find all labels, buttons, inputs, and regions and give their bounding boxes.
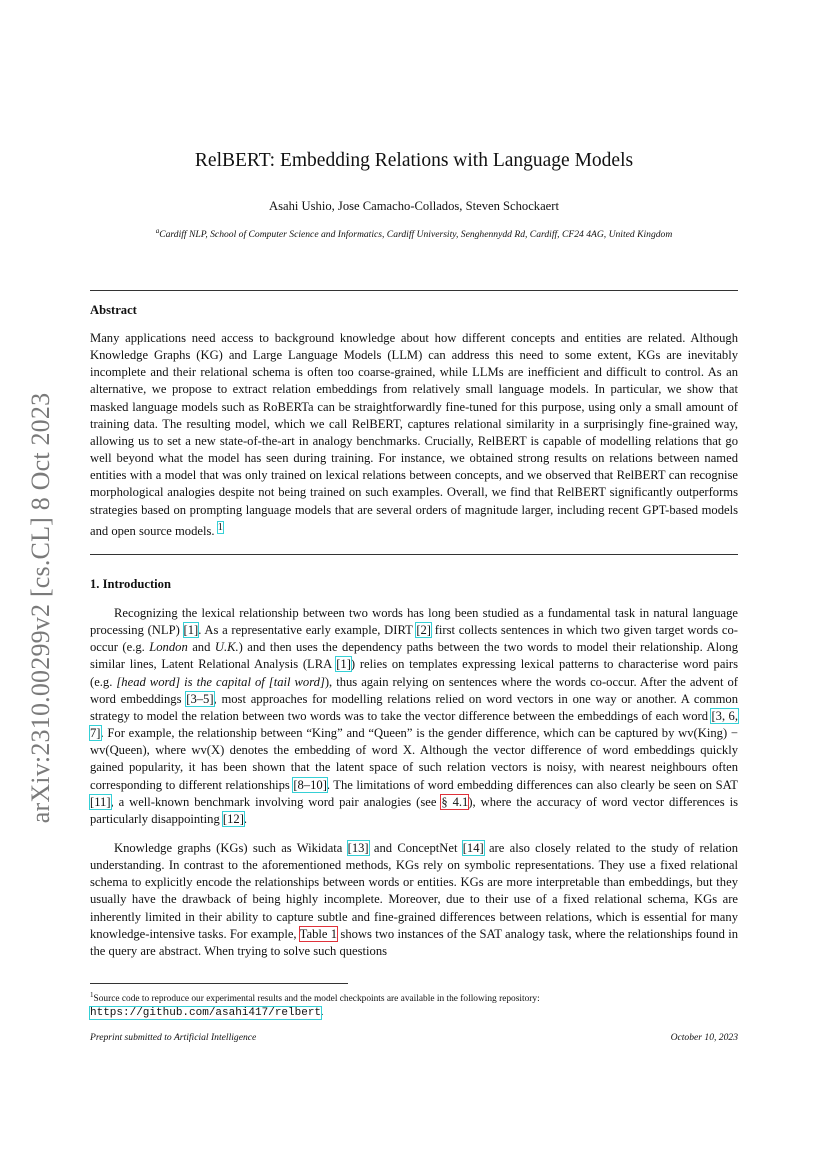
affiliation-text: Cardiff NLP, School of Computer Science and Informatics, Cardiff University, Senghennydd Rd, Cardiff, CF24 4AG, United Kingdom — [159, 229, 673, 241]
section-link[interactable]: § 4.1 — [441, 794, 469, 809]
footnote-rule — [90, 983, 348, 984]
intro-paragraph-1 — [90, 605, 738, 828]
footnote-text: Source code to reproduce our experimental results and the model checkpoints are available in the following repository: — [93, 994, 540, 1005]
citation-link[interactable]: [3, 6, 7] — [90, 708, 738, 741]
text-run: . As a representative early example, DIRT — [198, 623, 417, 638]
example-word: London — [149, 640, 188, 655]
abstract-text: Many applications need access to background knowledge about how different concepts and entities are related. Although Knowledge Graphs (KG) and Large Language Models (LLM) can address this need to some extent, KGs are inevitably incomplete and their relational schema is often too coarse-grained, while LLMs are inefficient and difficult to control. As an alternative, we propose to extract relation embeddings from relatively small language models. In particular, we show that masked language models such as RoBERTa can be straightforwardly fine-tuned for this purpose, using only a small amount of training data. The resulting model, which we call RelBERT, captures relational similarity in a surprisingly fine-grained way, allowing us to set a new state-of-the-art in analogy benchmarks. Crucially, RelBERT is capable of modelling relations that go well beyond what the model has seen during training. For instance, we obtained strong results on relations between named entities with a model that was only trained on lexical relations between concepts, and we observed that RelBERT can recognise morphological analogies despite not being trained on such examples. Overall, we find that RelBERT significantly outperforms strategies based on prompting language models that are several orders of magnitude larger, including recent GPT-based models and open source models. — [90, 331, 738, 538]
text-run: , most approaches for modelling relations relied on word vectors in one way or another. A common strategy to model the relation between two words was to take the vector difference between the embeddings of each word — [90, 691, 739, 723]
citation-link[interactable]: [1] — [183, 623, 199, 638]
paper-authors: Asahi Ushio, Jose Camacho-Collados, Steven Schockaert — [269, 199, 559, 213]
abstract-top-rule — [90, 290, 738, 291]
repository-link[interactable]: https://github.com/asahi417/relbert — [90, 1007, 322, 1020]
text-run: , a well-known benchmark involving word pair analogies (see — [110, 794, 442, 809]
intro-paragraph-2 — [90, 840, 738, 960]
footer-preprint-note: Preprint submitted to Artificial Intelligence — [90, 1032, 257, 1043]
paper-affiliation — [0, 227, 828, 240]
text-run: ), where the accuracy of word vector differences is particularly disappointing — [90, 794, 738, 826]
citation-link[interactable]: [1] — [336, 657, 351, 672]
footnote-link[interactable]: 1 — [217, 521, 223, 533]
text-run: shows two instances of the SAT analogy task, where the relationships found in the query are abstract. When trying to solve such questions — [90, 926, 738, 958]
affiliation-mark: a — [155, 227, 160, 235]
example-word: U.K. — [214, 640, 239, 655]
text-run: ) and then uses the dependency paths between the two words to model their relationship. Along similar lines, Latent Relational Analysis (LRA — [90, 640, 738, 672]
text-run: and — [187, 640, 215, 655]
text-run: . The limitations of word embedding differences can also clearly be seen on SAT — [326, 777, 738, 792]
citation-link[interactable]: [2] — [416, 623, 431, 638]
footnote — [90, 988, 740, 1020]
arxiv-sidebar — [21, 374, 61, 842]
arxiv-identifier: arXiv:2310.00299v2 [cs.CL] 8 Oct 2023 — [26, 392, 55, 824]
citation-link[interactable]: [11] — [90, 794, 111, 809]
citation-link[interactable]: [14] — [462, 841, 484, 855]
text-run: . — [321, 1008, 324, 1019]
section-heading-introduction: 1. Introduction — [90, 577, 171, 591]
text-run: Knowledge graphs (KGs) such as Wikidata — [114, 841, 348, 855]
citation-link[interactable]: [12] — [222, 811, 244, 826]
text-run: ), thus again relying on sentences where the words co-occur. After the advent of word embeddings — [90, 674, 738, 706]
citation-link[interactable]: [13] — [347, 841, 369, 855]
text-run: Recognizing the lexical relationship between two words has long been studied as a fundamental task in natural language processing (NLP) — [90, 606, 738, 638]
paper-title: RelBERT: Embedding Relations with Language Models — [194, 150, 634, 171]
text-run: . — [243, 811, 248, 826]
text-run: first collects sentences in which two given target words co-occur (e.g. — [90, 623, 739, 655]
text-run: and ConceptNet — [368, 841, 463, 855]
footnote-mark: 1 — [90, 991, 94, 999]
table-link[interactable]: Table 1 — [299, 926, 338, 941]
abstract-heading: Abstract — [90, 303, 137, 317]
citation-link[interactable]: [8–10] — [293, 777, 327, 792]
citation-link[interactable]: [3–5] — [186, 691, 214, 706]
template-example: [head word] is the capital of [tail word] — [116, 674, 325, 689]
footer-date: October 10, 2023 — [670, 1032, 738, 1043]
text-run: ) relies on templates expressing lexical patterns to characterise word pairs (e.g. — [90, 657, 739, 689]
text-run: are also closely related to the study of relation understanding. In contrast to the aforementioned methods, KGs rely on symbolic representations. They use a fixed relational schema to explicitly encode the relationships between words or entities. KGs are more interpretable than embeddings, but they usually have the drawback of being highly incomplete. Moreover, due to their use of a fixed relational schema, KGs are inherently limited in their ability to capture subtle and fine-grained differences between relations, which is essential for many knowledge-intensive tasks. For example, — [90, 841, 739, 941]
text-run: . For example, the relationship between “King” and “Queen” is the gender difference, which can be captured by wv(King) − wv(Queen), where wv(X) denotes the embedding of word X. Although the vector difference of word embeddings quickly gained popularity, it has been shown that the latent space of such relation vectors is noisy, with nearest neighbours often corresponding to different relationships — [90, 726, 738, 792]
abstract-bottom-rule — [90, 554, 738, 555]
abstract-body — [90, 330, 738, 540]
